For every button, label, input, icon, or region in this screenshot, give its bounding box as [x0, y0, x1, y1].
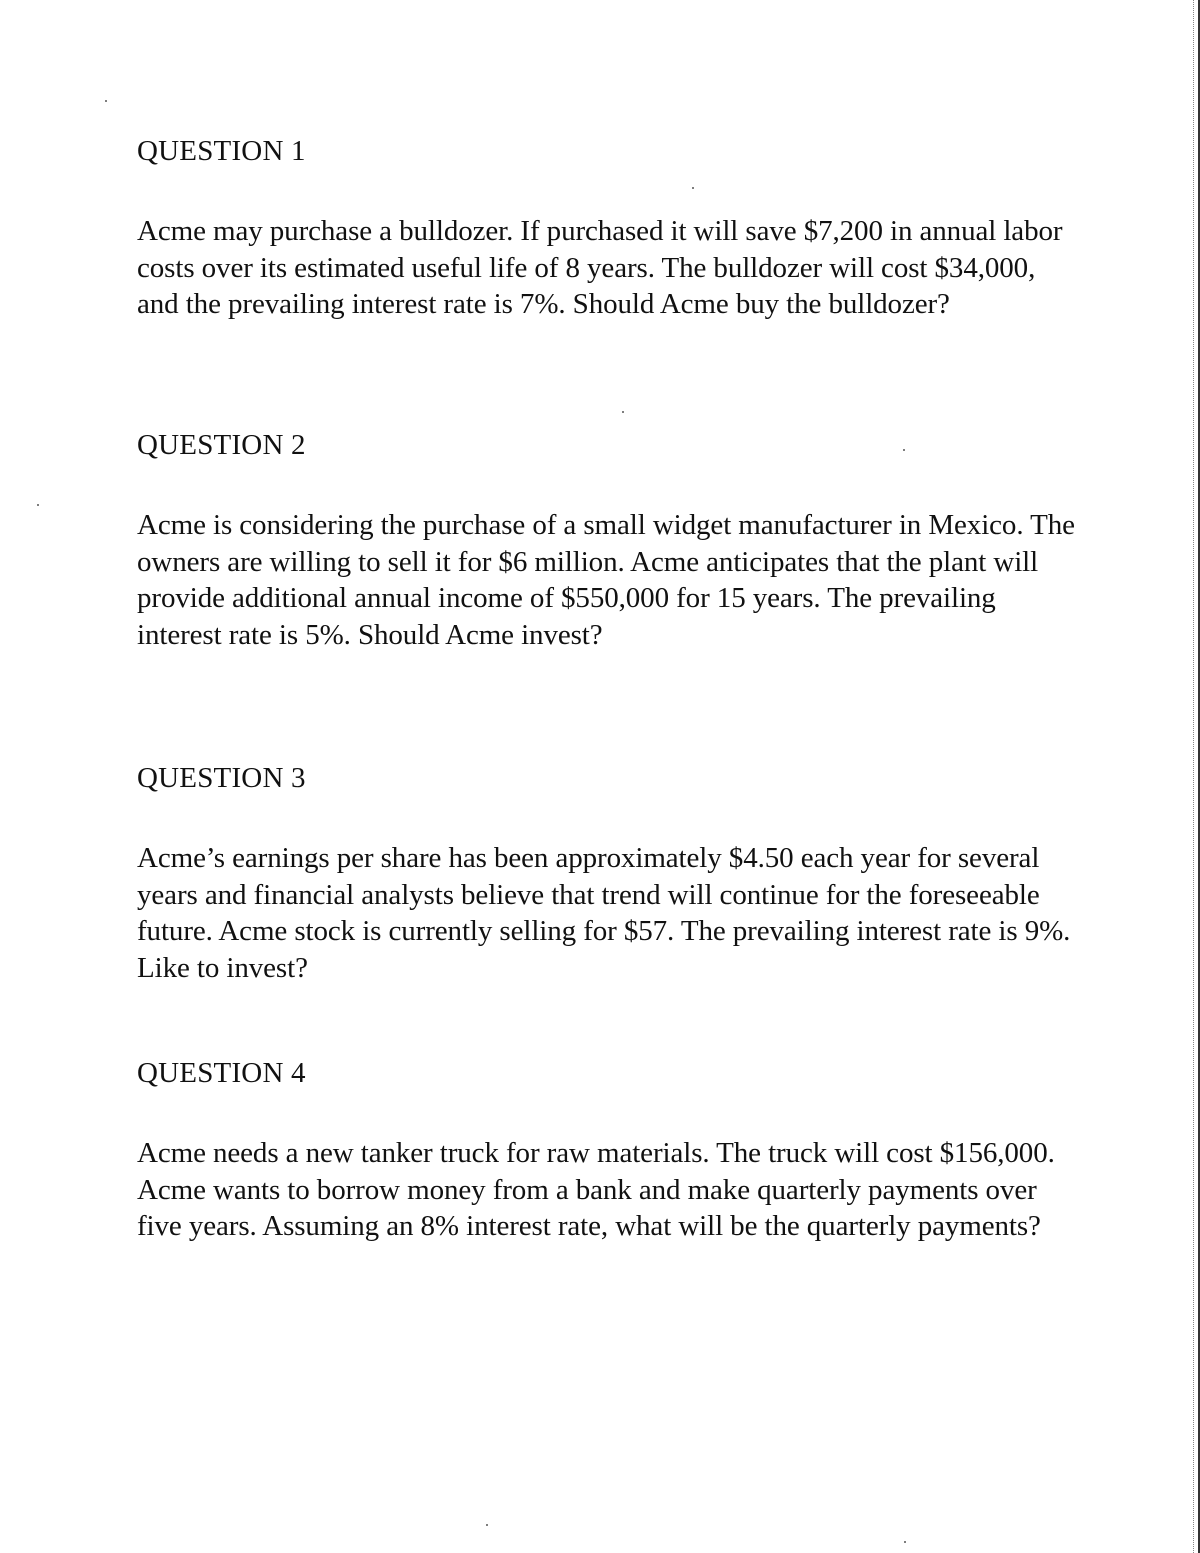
question-text: Acme’s earnings per share has been approximately $4.50 each year for several years and financial analysts believe that trend will continue for the foreseeable future. Acme stock is currently selling for $57. The prevailing interest rate is 9%. Like to invest? [137, 842, 1071, 984]
scan-speck [904, 1541, 906, 1543]
scan-speck [622, 411, 624, 413]
question-1 [137, 133, 1077, 323]
question-text: Acme may purchase a bulldozer. If purchased it will save $7,200 in annual labor costs over its estimated useful life of 8 years. The bulldozer will cost $34,000, and the prevailing interest rate is 7%. Should Acme buy the bulldozer? [137, 215, 1063, 320]
question-text: Acme is considering the purchase of a small widget manufacturer in Mexico. The owners are willing to sell it for $6 million. Acme anticipates that the plant will provide additional annual income of $550,000 for 15 years. The prevailing interest rate is 5%. Should Acme invest? [137, 509, 1075, 651]
question-heading: QUESTION 2 [137, 429, 306, 461]
scan-speck [486, 1524, 488, 1526]
question-heading: QUESTION 3 [137, 762, 306, 794]
question-4 [137, 1055, 1077, 1245]
scan-speck [105, 100, 107, 102]
question-3 [137, 760, 1077, 986]
question-2 [137, 427, 1077, 653]
question-heading: QUESTION 1 [137, 135, 306, 167]
scan-speck [37, 504, 39, 506]
question-heading: QUESTION 4 [137, 1057, 306, 1089]
question-text: Acme needs a new tanker truck for raw materials. The truck will cost $156,000. Acme wants to borrow money from a bank and make quarterly payments over five years. Assuming an 8% interest rate, what will be the quarterly payments? [137, 1137, 1055, 1242]
